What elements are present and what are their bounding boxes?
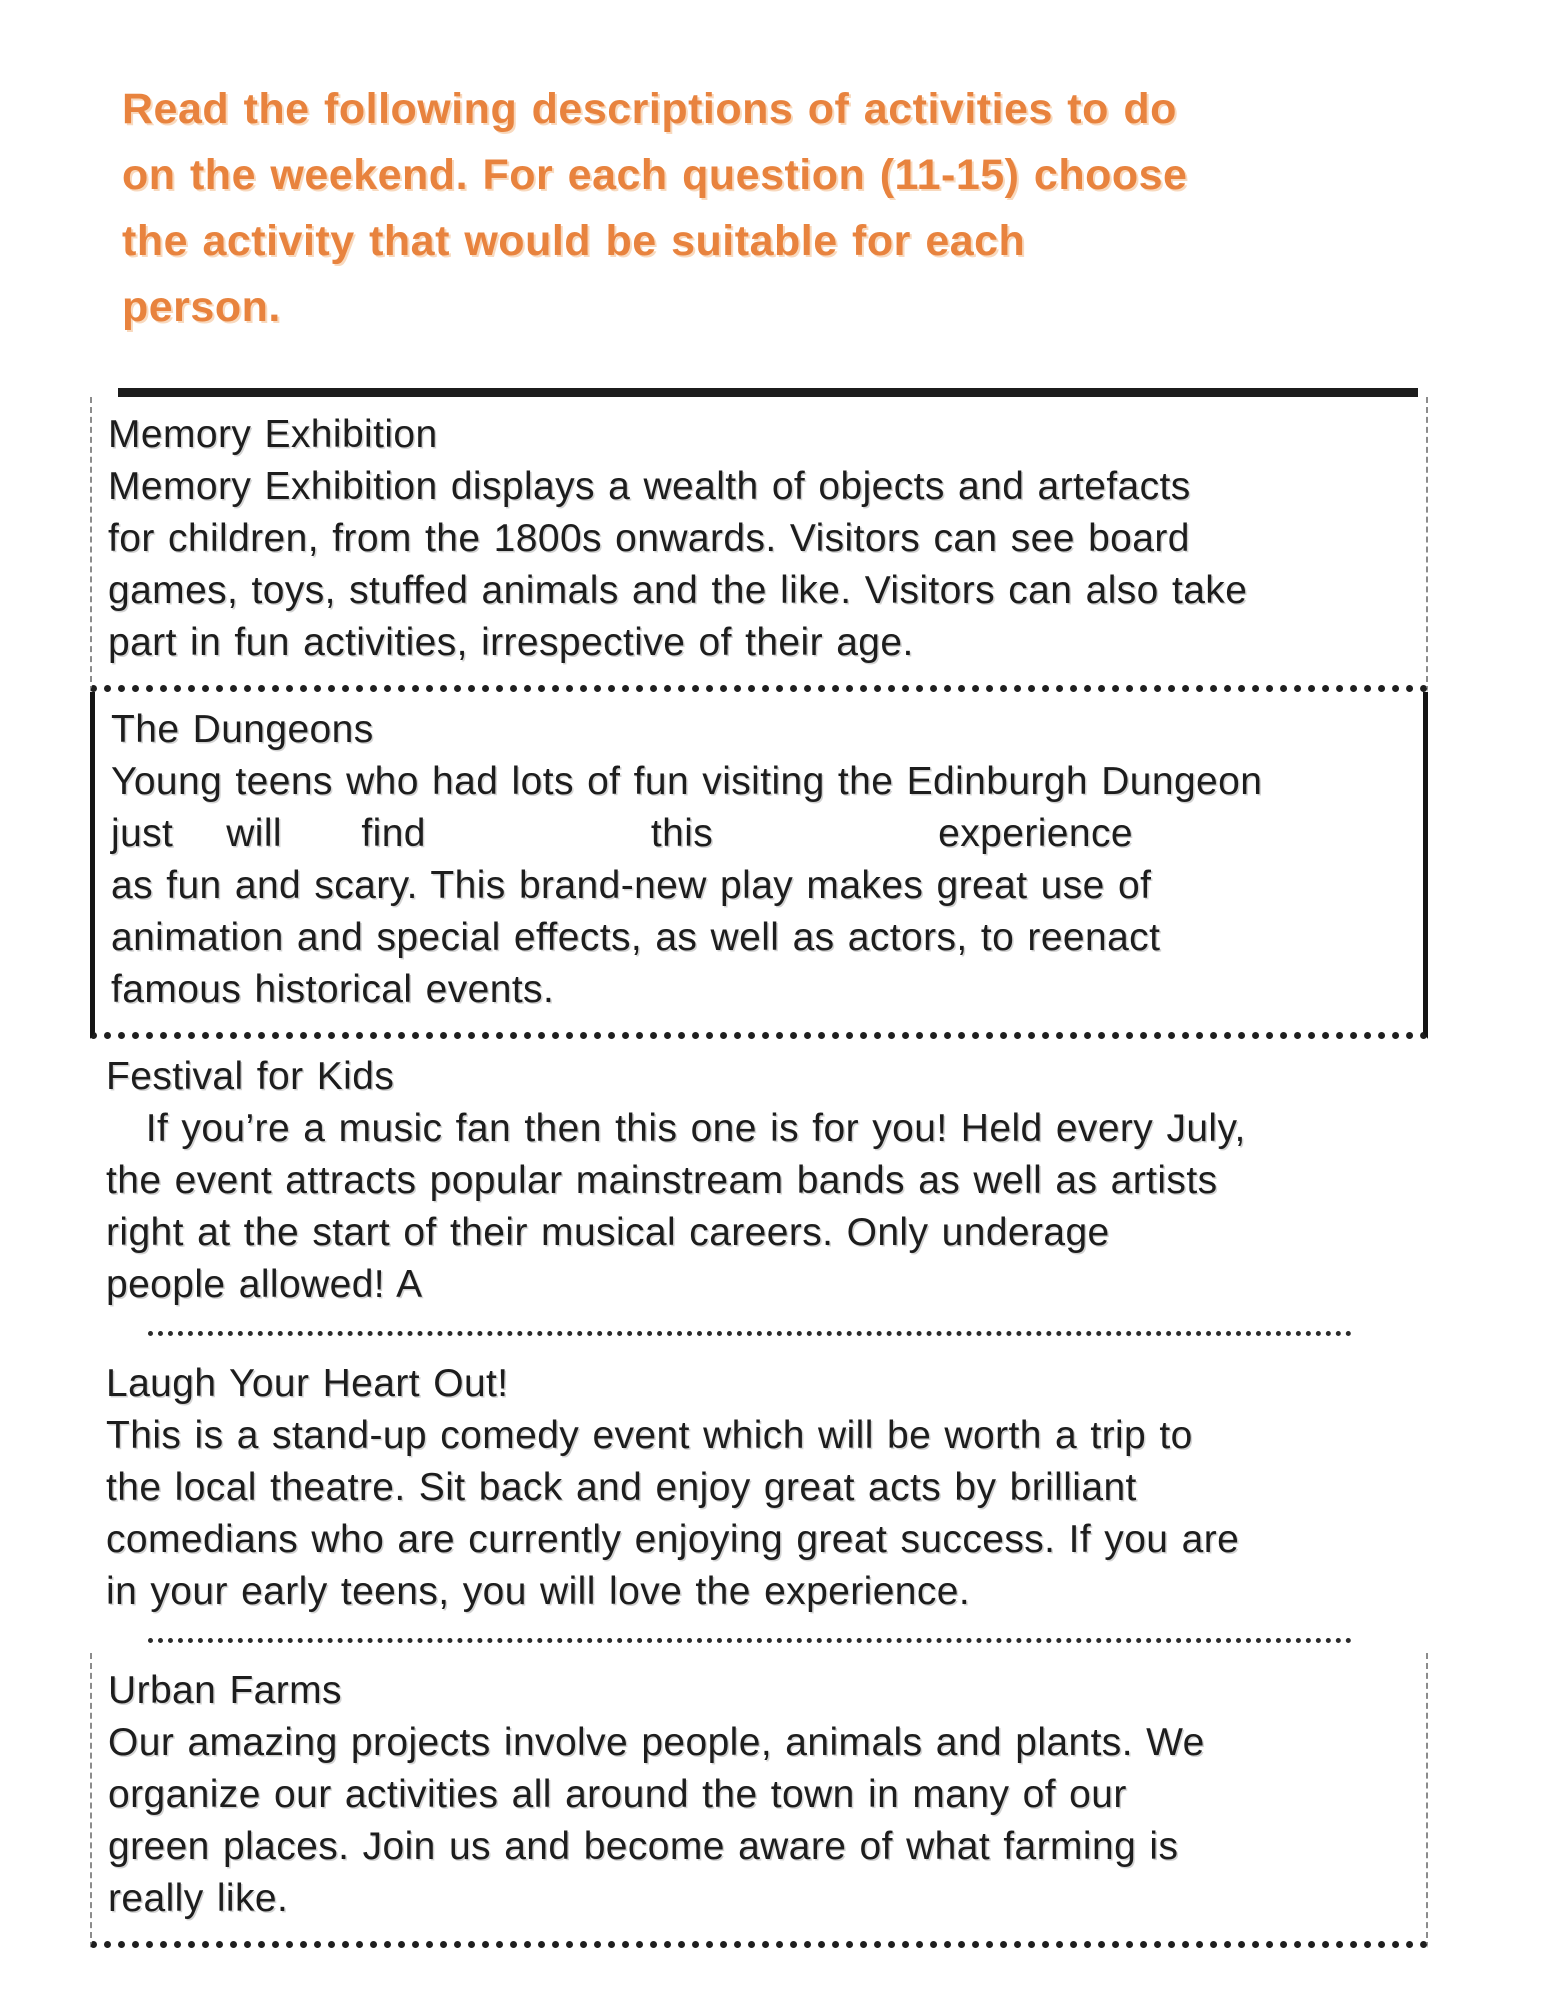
activity-box-urban-farms — [90, 1653, 1428, 1948]
text-line: as fun and scary. This brand-new play makes great use of — [111, 864, 1152, 907]
thick-divider-rule — [118, 388, 1418, 397]
text-line: Young teens who had lots of fun visiting the Edinburgh Dungeon — [111, 760, 1263, 803]
text-line: games, toys, stuffed animals and the like. Visitors can also take — [108, 569, 1248, 612]
heading-line: the activity that would be suitable for each — [122, 217, 1026, 265]
heading-line: Read the following descriptions of activities to do — [122, 85, 1177, 133]
dotted-separator — [148, 1638, 1352, 1643]
text-line: comedians who are currently enjoying great success. If you are — [106, 1518, 1240, 1561]
text-line: famous historical events. — [111, 968, 555, 1011]
activity-list — [90, 397, 1428, 1948]
text-line: If you’re a music fan then this one is for you! Held every July, — [106, 1107, 1246, 1150]
text-line: animation and special effects, as well as actors, to reenact — [111, 916, 1161, 959]
activity-box-festival-for-kids — [90, 1039, 1428, 1327]
text-line: in your early teens, you will love the experience. — [106, 1570, 971, 1613]
text-line: organize our activities all around the town in many of our — [108, 1773, 1127, 1816]
heading-line: person. — [122, 283, 281, 331]
activity-title: Laugh Your Heart Out! — [106, 1362, 509, 1405]
text-line: for children, from the 1800s onwards. Visitors can see board — [108, 517, 1190, 560]
text-line: just will find this experience — [111, 812, 1133, 855]
text-line: the event attracts popular mainstream bands as well as artists — [106, 1159, 1218, 1202]
text-line: right at the start of their musical careers. Only underage — [106, 1211, 1110, 1254]
activity-title: Urban Farms — [108, 1669, 342, 1712]
activity-title: The Dungeons — [111, 708, 374, 751]
text-line: This is a stand-up comedy event which will be worth a trip to — [106, 1414, 1193, 1457]
text-line: Our amazing projects involve people, animals and plants. We — [108, 1721, 1205, 1764]
instruction-heading — [122, 76, 1485, 340]
dotted-separator — [148, 1331, 1352, 1336]
text-line: people allowed! A — [106, 1263, 423, 1306]
activity-box-memory-exhibition — [90, 397, 1428, 692]
activity-title: Festival for Kids — [106, 1055, 395, 1098]
activity-box-laugh-your-heart-out — [90, 1346, 1428, 1634]
text-line: really like. — [108, 1877, 289, 1920]
text-line: the local theatre. Sit back and enjoy great acts by brilliant — [106, 1466, 1137, 1509]
text-line: Memory Exhibition displays a wealth of objects and artefacts — [108, 465, 1191, 508]
activity-title: Memory Exhibition — [108, 413, 438, 456]
text-line: part in fun activities, irrespective of their age. — [108, 621, 914, 664]
activity-box-the-dungeons — [90, 692, 1428, 1039]
text-line: green places. Join us and become aware of what farming is — [108, 1825, 1179, 1868]
heading-line: on the weekend. For each question (11-15) choose — [122, 151, 1188, 199]
